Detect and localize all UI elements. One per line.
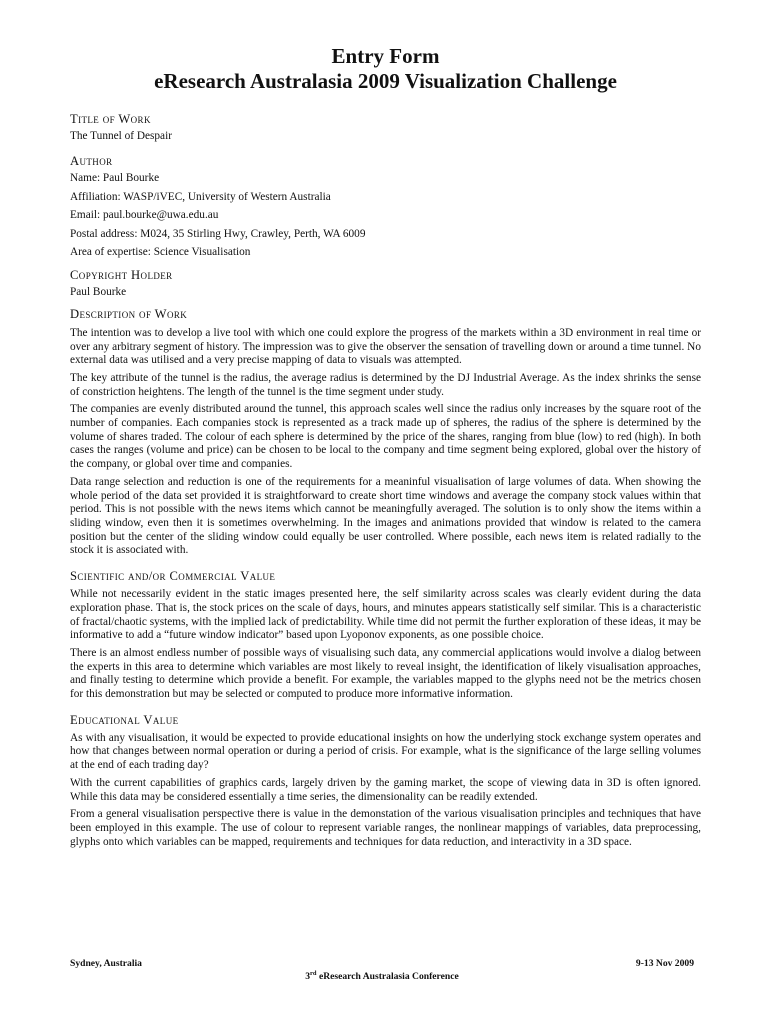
copyright-value: Paul Bourke	[70, 286, 127, 299]
author-heading: Author	[70, 154, 113, 169]
entry-form-page	[70, 44, 701, 853]
description-heading: Description of Work	[70, 306, 188, 321]
page-title	[70, 44, 701, 94]
footer-conference-name: eResearch Australasia Conference	[316, 971, 459, 983]
description-paragraph-3: The companies are evenly distributed around the tunnel, this approach scales well since the radius only increases by the square root of the number of companies. Each companies stock is represented as a track made up of spheres, the radius of the sphere is determined by the volume of shares traded. The colour of each sphere is determined by the price of the shares, ranging from blue (low) to red (high). In both cases the ranges (volume and price) can be chosen to be local to the company and time segment being explored, global over the history of the company, or global over time and companies.	[70, 403, 701, 471]
scientific-paragraph-1: While not necessarily evident in the static images presented here, the self similarity across scales was clearly evident during the data exploration phase. That is, the stock prices on the scale of days, hours, and minutes appears statistically self similar. This is a characteristic of fractal/chaotic systems, with the implied lack of predictability. While time did not permit the further exploration of these ideas, it may be informative to add a “future window indicator” based upon Lyoponov exponents, as one possible choice.	[70, 588, 701, 642]
title-line-1: Entry Form	[331, 44, 440, 68]
title-of-work-value: The Tunnel of Despair	[70, 130, 172, 142]
copyright-heading: Copyright Holder	[70, 268, 173, 283]
footer-ordinal-suffix: rd	[310, 970, 317, 977]
footer-ordinal: 3	[305, 971, 311, 983]
educational-paragraph-1: As with any visualisation, it would be expected to provide educational insights on how the underlying stock exchange system operates and how that changes between normal operation or during a period of crisis. For example, what is the significance of the large selling volumes at the end of each trading day?	[70, 731, 701, 772]
author-name: Name: Paul Bourke	[70, 172, 160, 185]
footer-conference	[70, 970, 694, 982]
author-email: Email: paul.bourke@uwa.edu.au	[70, 209, 219, 222]
footer-location: Sydney, Australia	[70, 958, 142, 969]
author-postal-address: Postal address: M024, 35 Stirling Hwy, Crawley, Perth, WA 6009	[70, 227, 366, 240]
educational-paragraph-2: With the current capabilities of graphics cards, largely driven by the gaming market, the scope of viewing data in 3D is often ignored. While this data may be considered essentially a time series, the dimensionality can be readily extended.	[70, 776, 701, 803]
scientific-paragraph-2: There is an almost endless number of possible ways of visualising such data, any commercial applications would involve a dialog between the experts in this area to determine which variables are most likely to reveal insight, the identification of likely visualisation approaches, and finally testing to determine which provide a benefit. For example, the variables mapped to the glyphs need not be the metrics chosen for this demonstration but may be selected or computed to produce more informative information.	[70, 646, 701, 701]
scientific-heading: Scientific and/or Commercial Value	[70, 569, 276, 584]
educational-heading: Educational Value	[70, 712, 179, 727]
author-expertise: Area of expertise: Science Visualisation	[70, 246, 251, 259]
description-paragraph-2: The key attribute of the tunnel is the radius, the average radius is determined by the DJ Industrial Average. As the index shrinks the sense of constriction heightens. The length of the tunnel is the time segment under study.	[70, 371, 701, 398]
title-of-work-heading: Title of Work	[70, 112, 151, 126]
educational-paragraph-3: From a general visualisation perspective there is value in the demonstation of the various visualisation principles and techniques that have been employed in this example. The use of colour to represent variable ranges, the nonlinear mappings of variables, data preprocessing, glyphs onto which variables can be mapped, requirements and techniques for data reduction, and interactivity in a 3D space.	[70, 808, 701, 848]
footer-dates: 9-13 Nov 2009	[635, 958, 694, 969]
description-paragraph-1: The intention was to develop a live tool with which one could explore the progress of the markets within a 3D environment in real time or over any arbitrary segment of history. The impression was to give the observer the sensation of travelling down or around a time tunnel. No external data was utilised and a very precise mapping of data to visuals was attempted.	[70, 326, 701, 367]
description-paragraph-4: Data range selection and reduction is one of the requirements for a meaninful visualisation of large volumes of data. When showing the whole period of the data set provided it is straightforward to create short time windows and average the company stock values within that period. This is not possible with the news items which cannot be meaningfully averaged. The solution is to only show the items within a sliding window, even then it is sometimes overwhelming. In the images and animations provided that window is related to the camera position but the center of the sliding window could equally be user controlled. Where possible, each news item is related radially to the stock it is associated with.	[70, 475, 701, 557]
author-affiliation: Affiliation: WASP/iVEC, University of Western Australia	[70, 190, 331, 203]
title-line-2: eResearch Australasia 2009 Visualization Challenge	[154, 69, 617, 93]
